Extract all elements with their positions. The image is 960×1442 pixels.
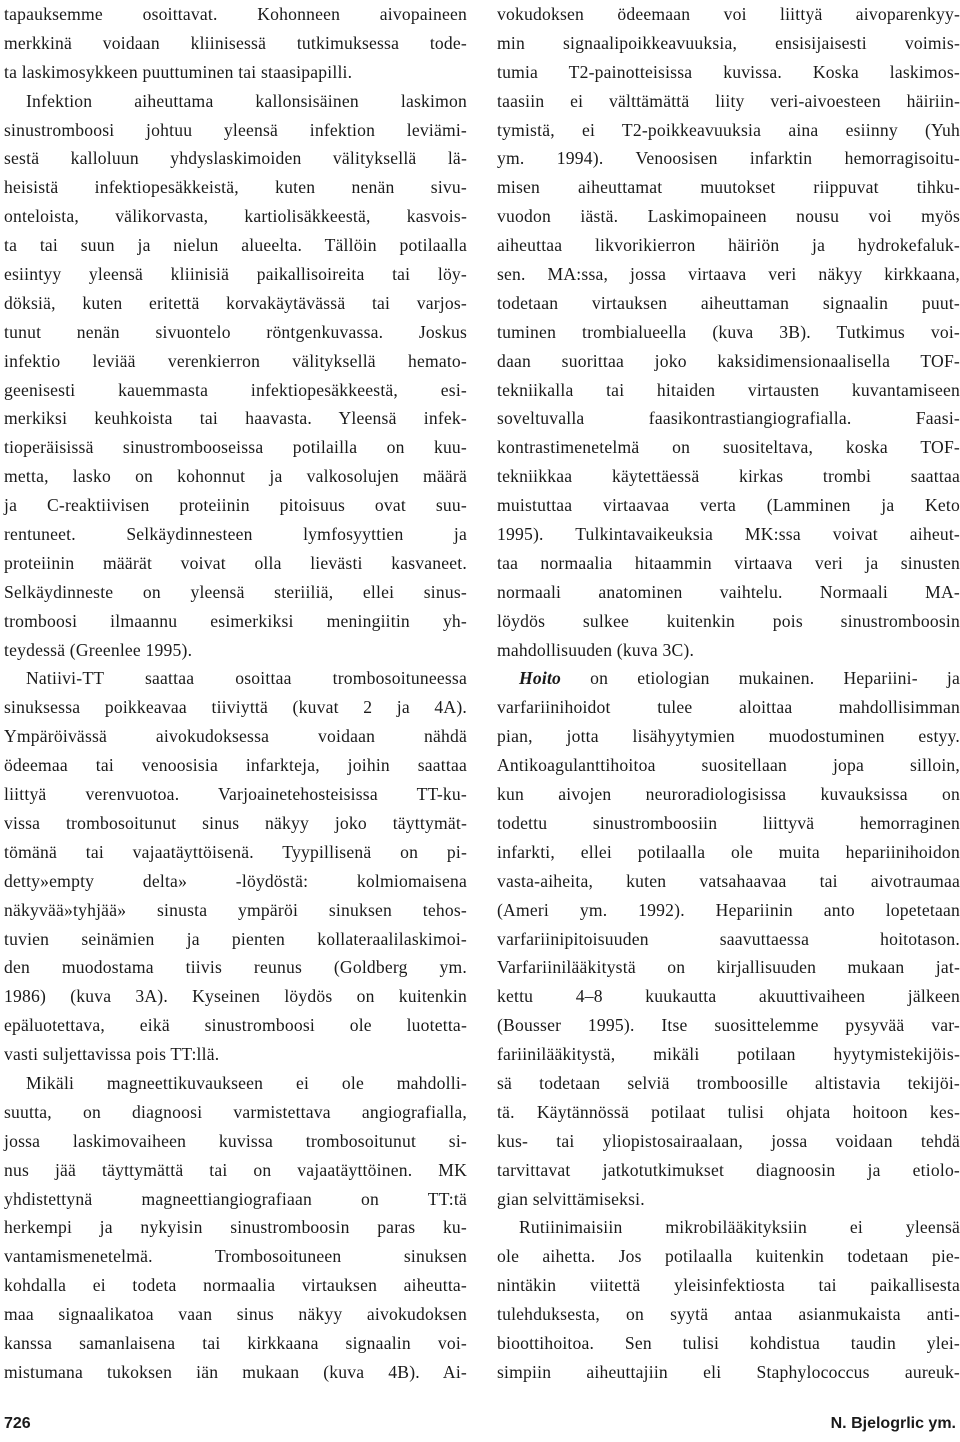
text-line: vokudoksen ödeemaan voi liittyä aivoparenkyy- bbox=[497, 4, 960, 24]
text-line: aiheuttaa likvorikierron häiriön ja hydrokefaluk- bbox=[497, 235, 960, 256]
text-line: muistuttaa virtaavaa verta (Lamminen ja Keto bbox=[497, 495, 960, 516]
text-line: Selkäydinneste on yleensä steriiliä, ellei sinus- bbox=[4, 581, 467, 602]
text-line: infektio leviää verenkierron välityksellä hemato- bbox=[4, 350, 467, 371]
text-line: rentuneet. Selkäydinnesteen lymfosyyttien ja bbox=[4, 524, 467, 545]
text-line: Mikäli magneettikuvaukseen ei ole mahdolli- bbox=[26, 1072, 467, 1093]
text-line: geenisesti kauemmasta infektiopesäkkeestä, esi- bbox=[4, 379, 467, 400]
text-line: tuminen trombialueella (kuva 3B). Tutkimus voi- bbox=[497, 321, 960, 342]
text-line: ta laskimosykkeen puuttuminen tai staasipapilli. bbox=[4, 61, 353, 82]
text-line: epäluotettava, eikä sinustromboosi ole luotetta- bbox=[4, 1015, 467, 1036]
text-line: sestä kalloluun yhdyslaskimoiden välityksellä lä- bbox=[4, 148, 467, 169]
text-line: kus- tai yliopistosairaalaan, jossa voidaan tehdä bbox=[497, 1130, 960, 1151]
text-line: Rutiinimaisiin mikrobilääkityksiin ei yleensä bbox=[519, 1217, 960, 1238]
running-author: N. Bjelogrlic ym. bbox=[830, 1415, 956, 1432]
text-line: varfariinipitoisuuden saavuttaessa hoitotason. bbox=[497, 928, 960, 949]
text-line: vissa trombosoitunut sinus näkyy joko täyttymät- bbox=[4, 812, 467, 833]
text-line: merkiksi keuhkoista tai haavasta. Yleensä infek- bbox=[4, 408, 467, 429]
text-line: ta tai suun ja nielun alueelta. Tällöin potilaalla bbox=[4, 235, 467, 256]
text-line: löydös sulkee kuitenkin pois sinustromboosin bbox=[497, 610, 960, 631]
text-line: tumia T2-painotteisissa kuvissa. Koska laskimos- bbox=[497, 61, 960, 82]
text-line: varfariinihoidot tulee aloittaa mahdollisimman bbox=[497, 697, 960, 718]
text-line: Infektion aiheuttama kallonsisäinen laskimon bbox=[26, 90, 467, 111]
text-line: tarvittavat jatkotutkimukset diagnoosin ja etiolo- bbox=[497, 1159, 960, 1180]
text-line: nus jää täyttymättä tai on vajaatäyttöinen. MK bbox=[4, 1159, 467, 1180]
text-line: merkkinä voidaan kliinisessä tutkimuksessa tode- bbox=[4, 32, 467, 53]
right-text-column bbox=[497, 0, 960, 1387]
text-line: metta, lasko on kohonnut ja valkosolujen määrä bbox=[4, 466, 467, 487]
text-line: taa normaalia hitaammin virtaava veri ja sinusten bbox=[497, 552, 960, 573]
text-line: kohdalla ei todeta normaalia virtauksen aiheutta- bbox=[4, 1275, 467, 1296]
text-line-content: on etiologian mukainen. Hepariini- ja bbox=[561, 668, 960, 689]
text-line: ja C-reaktiivisen proteiinin pitoisuus ovat suu- bbox=[4, 495, 467, 516]
text-line: proteiinin määrät voivat olla lievästi kasvaneet. bbox=[4, 552, 467, 573]
text-line: todettu sinustromboosiin liittyvä hemorraginen bbox=[497, 812, 960, 833]
left-text-column bbox=[4, 0, 467, 1387]
text-line: kettu 4–8 kuukautta akuuttivaiheen jälkeen bbox=[497, 986, 960, 1007]
text-line: vasta-aiheita, kuten vatsahaavaa tai aivotraumaa bbox=[497, 870, 960, 891]
text-line: Varfariinilääkitystä on kirjallisuuden mukaan jat- bbox=[497, 957, 960, 978]
text-line: tioperäisissä sinustrombooseissa potilailla on kuu- bbox=[4, 437, 467, 458]
section-lead-word: Hoito bbox=[519, 668, 562, 689]
text-line: tromboosi ilmaannu esimerkiksi meningiitin yh- bbox=[4, 610, 467, 631]
text-line: vantamismenetelmä. Trombosoituneen sinuksen bbox=[4, 1246, 467, 1267]
text-line: döksiä, kuten eritettä korvakäytävässä tai varjos- bbox=[4, 292, 467, 313]
text-line bbox=[497, 664, 960, 693]
text-line: teydessä (Greenlee 1995). bbox=[4, 639, 193, 660]
text-line: min signaalipoikkeavuuksia, ensisijaisesti voimis- bbox=[497, 32, 960, 53]
text-line: infarkti, ellei potilaalla ole muita hepariinihoidon bbox=[497, 841, 960, 862]
text-line: tekniikkaa käytettäessä kirkas trombi saattaa bbox=[497, 466, 960, 487]
text-line: yhdistettynä magneettiangiografiaan on TT:tä bbox=[4, 1188, 467, 1209]
text-line: bioottihoitoa. Sen tulisi kohdistua taudin ylei- bbox=[497, 1332, 960, 1353]
text-line: misen aiheuttamat muutokset riippuvat tihku- bbox=[497, 177, 960, 198]
text-line: fariinilääkitystä, mikäli potilaan hyytymistekijöis- bbox=[497, 1044, 960, 1065]
text-line: daan suorittaa joko kaksidimensionaalisella TOF- bbox=[497, 350, 960, 371]
text-line: simpiin aiheuttajiin eli Staphylococcus aureuk- bbox=[497, 1361, 960, 1382]
text-line: sä todetaan selviä tromboosille altistavia tekijöi- bbox=[497, 1072, 960, 1093]
text-line: tapauksemme osoittavat. Kohonneen aivopaineen bbox=[4, 4, 467, 24]
text-line: herkempi ja nykyisin sinustromboosin paras ku- bbox=[4, 1217, 467, 1238]
text-line: sen. MA:ssa, jossa virtaava veri näkyy kirkkaana, bbox=[497, 264, 960, 285]
text-line: suutta, on diagnoosi varmistettava angiografialla, bbox=[4, 1101, 467, 1122]
text-line: detty»empty delta» -löydöstä: kolmiomaisena bbox=[4, 870, 467, 891]
text-line: liittyä verenvuotoa. Varjoainetehosteisissa TT-ku- bbox=[4, 784, 467, 805]
text-line: (Bousser 1995). Itse suosittelemme pysyvää var- bbox=[497, 1015, 960, 1036]
text-line: vuodon iästä. Laskimopaineen nousu voi myös bbox=[497, 206, 960, 227]
text-line: tuvien seinämien ja pienten kollateraalilaskimoi- bbox=[4, 928, 467, 949]
text-line: den muodostama tiivis reunus (Goldberg ym. bbox=[4, 957, 467, 978]
text-line: Ympäröivässä aivokudoksessa voidaan nähdä bbox=[4, 726, 467, 747]
text-line: maa signaalikatoa vaan sinus näkyy aivokudoksen bbox=[4, 1304, 467, 1325]
text-line: mahdollisuuden (kuva 3C). bbox=[497, 639, 695, 660]
text-line: ym. 1994). Venoosisen infarktin hemorragisoitu- bbox=[497, 148, 960, 169]
text-line: Antikoagulanttihoitoa suositellaan jopa silloin, bbox=[497, 755, 960, 776]
text-line: heisistä infektiopesäkkeistä, kuten nenän sivu- bbox=[4, 177, 467, 198]
text-line: tunut nenän sivuontelo röntgenkuvassa. Joskus bbox=[4, 321, 467, 342]
text-line: tymistä, ei T2-poikkeavuuksia aina esiinny (Yuh bbox=[497, 119, 960, 140]
text-line: mistumana tukoksen iän mukaan (kuva 4B). Ai- bbox=[4, 1361, 467, 1382]
text-line: ödeemaa tai venoosisia infarkteja, joihin saattaa bbox=[4, 755, 467, 776]
text-line: 1995). Tulkintavaikeuksia MK:ssa voivat aiheut- bbox=[497, 524, 960, 545]
text-line: tekniikalla tai hitaiden virtausten kuvantamiseen bbox=[497, 379, 960, 400]
text-line: todetaan virtauksen aiheuttaman signaalin puut- bbox=[497, 292, 960, 313]
text-line: ole aihetta. Jos potilaalla kuitenkin todetaan pie- bbox=[497, 1246, 960, 1267]
page-number: 726 bbox=[4, 1415, 31, 1432]
text-line: kun aivojen neuroradiologisissa kuvauksissa on bbox=[497, 784, 960, 805]
text-line: kontrastimenetelmä on suositeltava, koska TOF- bbox=[497, 437, 960, 458]
text-line: jossa laskimovaiheen kuvissa trombosoitunut si- bbox=[4, 1130, 467, 1151]
text-line: soveltuvalla faasikontrastiangiografialla. Faasi- bbox=[497, 408, 960, 429]
text-line: normaali anatominen vaihtelu. Normaali MA- bbox=[497, 581, 960, 602]
text-line: taasiin ei välttämättä liity veri-aivoesteen häiriin- bbox=[497, 90, 960, 111]
text-line: Natiivi-TT saattaa osoittaa trombosoituneessa bbox=[26, 668, 467, 689]
text-line: näkyvää»tyhjää» sinusta ympäröi sinuksen tehos- bbox=[4, 899, 467, 920]
text-line: sinustromboosi johtuu yleensä infektion leviämi- bbox=[4, 119, 467, 140]
text-line: pian, jotta lisähyytymien muodostuminen estyy. bbox=[497, 726, 960, 747]
text-line: gian selvittämiseksi. bbox=[497, 1188, 645, 1209]
text-line: esiintyy yleensä kliinisiä paikallisoireita tai löy- bbox=[4, 264, 467, 285]
text-line: kanssa samanlaisena tai kirkkaana signaalin voi- bbox=[4, 1332, 467, 1353]
text-line: 1986) (kuva 3A). Kyseinen löydös on kuitenkin bbox=[4, 986, 467, 1007]
text-line: tulehduksesta, on syytä antaa asianmukaista anti- bbox=[497, 1304, 960, 1325]
text-line: tömänä tai vajaatäyttöisenä. Tyypillisenä on pi- bbox=[4, 841, 467, 862]
text-line: (Ameri ym. 1992). Hepariinin anto lopetetaan bbox=[497, 899, 960, 920]
text-line: sinuksessa poikkeavaa tiiviyttä (kuvat 2 ja 4A). bbox=[4, 697, 467, 718]
text-line: vasti suljettavissa pois TT:llä. bbox=[4, 1044, 220, 1065]
text-line: nintäkin viitettä yleisinfektiosta tai paikallisesta bbox=[497, 1275, 960, 1296]
text-line: tä. Käytännössä potilaat tulisi ohjata hoitoon kes- bbox=[497, 1101, 960, 1122]
text-line: onteloista, välikorvasta, kartiolisäkkeestä, kasvois- bbox=[4, 206, 467, 227]
